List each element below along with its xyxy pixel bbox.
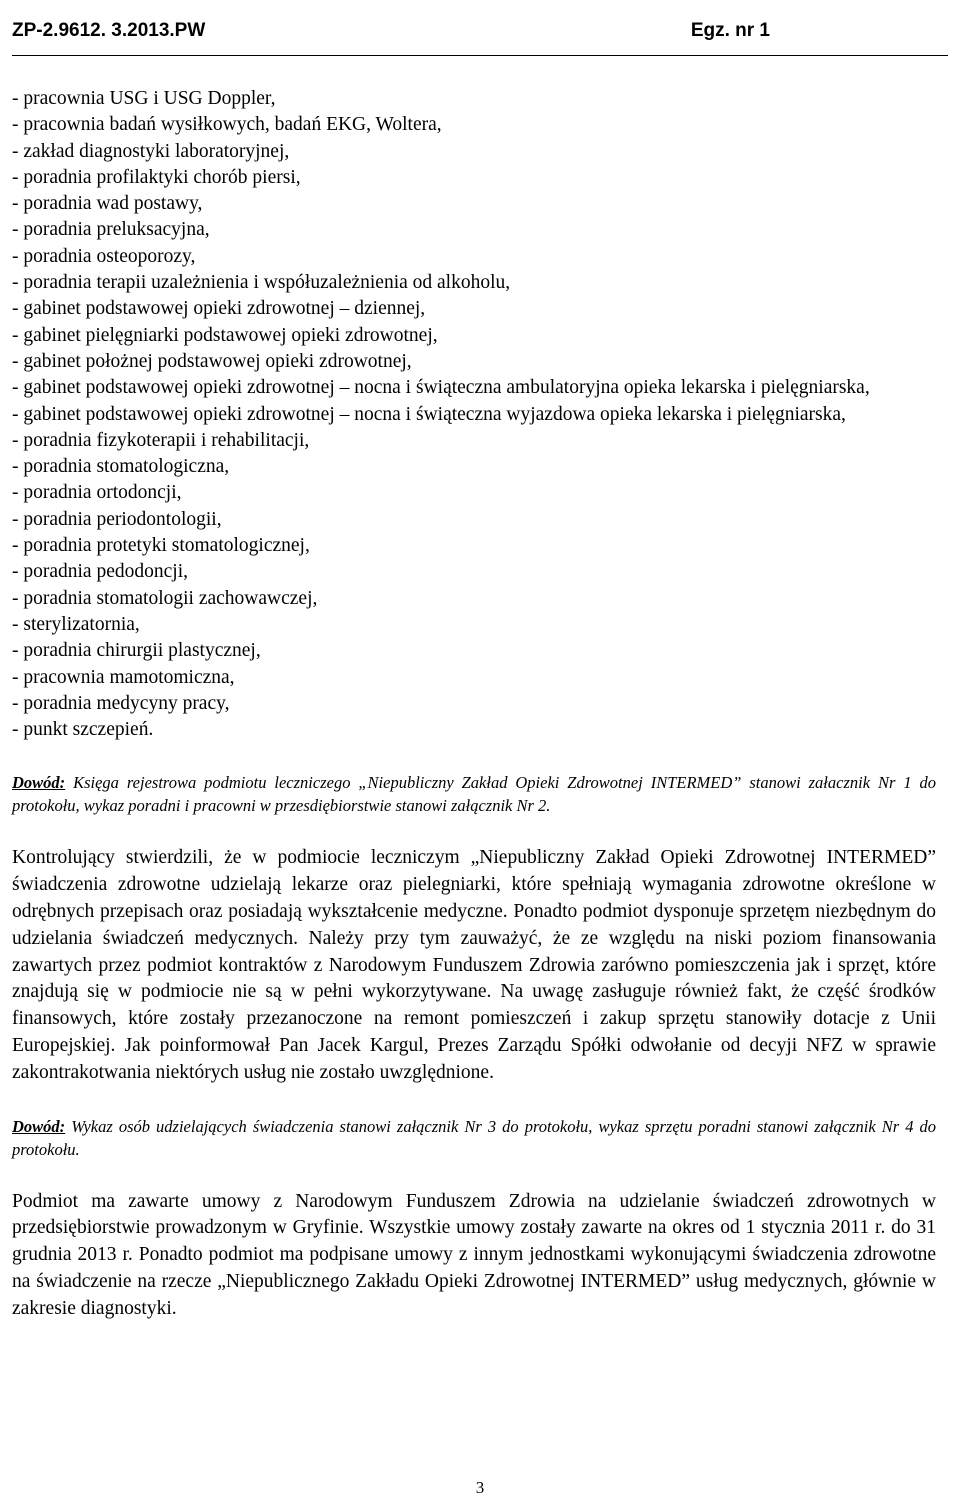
evidence-note-2 xyxy=(12,1115,936,1161)
list-item: - poradnia medycyny pracy, xyxy=(12,692,230,714)
list-item: - poradnia wad postawy, xyxy=(12,193,203,215)
contracts-paragraph: Podmiot ma zawarte umowy z Narodowym Funduszem Zdrowia na udzielanie świadczeń zdrowotnych w przedsiębiorstwie prowadzonym w Gryfinie. Wszystkie umowy zostały zawarte na okres od 1 stycznia 2011 r. do 31 grudnia 2013 r. Ponadto podmiot ma podpisane umowy z innym jednostkami wykonującymi świadczenia zdrowotne na świadczenie na rzecze „Niepublicznego Zakładu Opieki Zdrowotnej INTERMED” usług medycznych, głównie w zakresie diagnostyki. xyxy=(12,1190,936,1319)
list-item: - poradnia terapii uzależnienia i współuzależnienia od alkoholu, xyxy=(12,272,511,294)
list-item: - poradnia fizykoterapii i rehabilitacji, xyxy=(12,429,310,451)
evidence-text: Księga rejestrowa podmiotu leczniczego „Niepubliczny Zakład Opieki Zdrowotnej INTERMED” stanowi załacznik Nr 1 do protokołu, wykaz poradni i pracowni w przesdiębiorstwie stanowi załącznik Nr 2. xyxy=(12,773,936,816)
list-item: - gabinet podstawowej opieki zdrowotnej – dziennej, xyxy=(12,298,426,320)
evidence-label: Dowód: xyxy=(12,1116,66,1136)
page-header xyxy=(0,0,960,62)
copy-number: Egz. nr 1 xyxy=(690,20,770,41)
document-body xyxy=(12,86,936,1323)
list-item: - poradnia ortodoncji, xyxy=(12,482,182,504)
list-item: - gabinet podstawowej opieki zdrowotnej – nocna i świąteczna ambulatoryjna opieka lekarska i pielęgniarska, xyxy=(12,377,870,399)
findings-paragraph: Kontrolujący stwierdzili, że w podmiocie leczniczym „Niepubliczny Zakład Opieki Zdrowotnej INTERMED” świadczenia zdrowotne udzielają lekarze oraz pielegniarki, które spełniają wymagania zdrowotne określone w odrębnych przepisach oraz posiadają wykształcenie medyczne. Ponadto podmiot dysponuje sprzetęm niezbędnym do udzielania świadczeń medycznych. Należy przy tym zauważyć, że ze względu na niski poziom finansowania zawartych przez podmiot kontraktów z Narodowym Funduszem Zdrowia zarówno pomieszczenia jak i sprzęt, które znajdują się w podmiocie nie są w pełni wykorzytywane. Na uwagę zasługuje również fakt, że część środków finansowych, które zostały przezanoczone na remont pomieszczeń i zakup sprzętu stanowiły dotacje z Unii Europejskiej. Jak poinformował Pan Jacek Kargul, Prezes Zarządu Spółki odwołanie od decyji NFZ w sprawie zakontrakotwania niektórych usług nie zostało uwzględnione. xyxy=(12,847,936,1083)
list-item: - poradnia profilaktyki chorób piersi, xyxy=(12,166,301,188)
list-item: - punkt szczepień. xyxy=(12,719,154,741)
list-item: - poradnia stomatologii zachowawczej, xyxy=(12,587,318,609)
list-item: - sterylizatornia, xyxy=(12,613,140,635)
facility-list xyxy=(12,86,936,743)
list-item: - gabinet położnej podstawowej opieki zdrowotnej, xyxy=(12,350,412,372)
list-item: - poradnia osteoporozy, xyxy=(12,245,196,267)
page-number: 3 xyxy=(475,1478,485,1497)
list-item: - pracownia USG i USG Doppler, xyxy=(12,88,276,109)
evidence-label: Dowód: xyxy=(12,773,66,793)
list-item: - poradnia periodontologii, xyxy=(12,508,222,530)
evidence-note-1 xyxy=(12,771,936,817)
header-divider xyxy=(12,55,948,56)
list-item: - pracownia mamotomiczna, xyxy=(12,666,235,688)
list-item: - poradnia preluksacyjna, xyxy=(12,219,210,241)
evidence-text: Wykaz osób udzielających świadczenia stanowi załącznik Nr 3 do protokołu, wykaz sprzętu poradni stanowi załącznik Nr 4 do protokołu. xyxy=(12,1116,936,1159)
list-item: - poradnia chirurgii plastycznej, xyxy=(12,640,261,662)
document-code: ZP-2.9612. 3.2013.PW xyxy=(12,20,206,41)
list-item: - poradnia protetyki stomatologicznej, xyxy=(12,535,310,557)
list-item: - poradnia stomatologiczna, xyxy=(12,456,230,478)
list-item: - gabinet podstawowej opieki zdrowotnej – nocna i świąteczna wyjazdowa opieka lekarska i pielęgniarska, xyxy=(12,403,846,425)
list-item: - zakład diagnostyki laboratoryjnej, xyxy=(12,140,290,162)
list-item: - gabinet pielęgniarki podstawowej opieki zdrowotnej, xyxy=(12,324,438,346)
list-item: - pracownia badań wysiłkowych, badań EKG, Woltera, xyxy=(12,114,442,136)
list-item: - poradnia pedodoncji, xyxy=(12,561,188,583)
